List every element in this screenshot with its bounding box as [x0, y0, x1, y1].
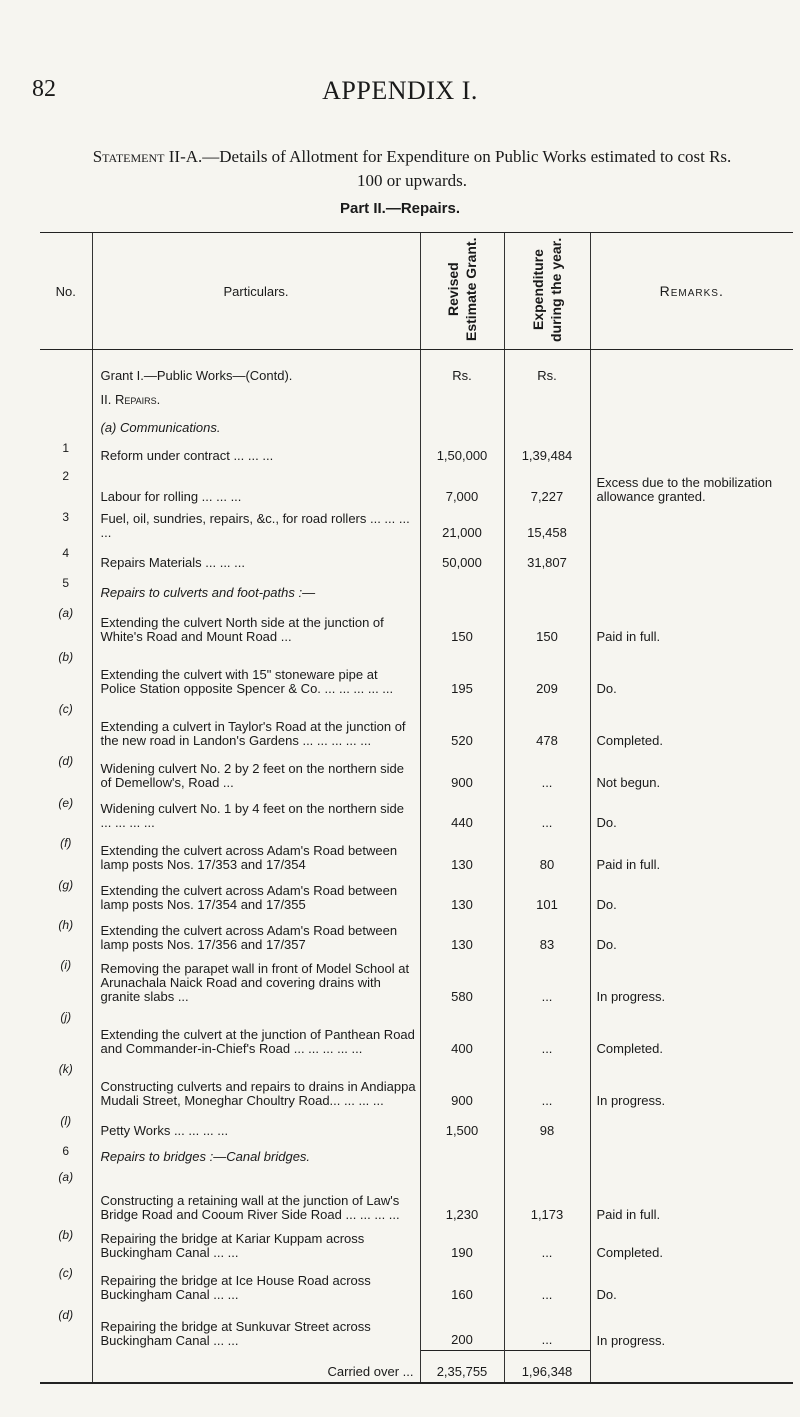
row-particulars: Removing the parapet wall in front of Model School at Arunachala Naick Road and covering drains with granite slabs ...: [92, 955, 420, 1007]
col-header-revised: Revised Estimate Grant.: [420, 233, 504, 350]
table-row: [40, 647, 793, 699]
row-number: (f): [60, 835, 72, 850]
allotment-table: [40, 232, 793, 1384]
row-revised-grant: 400: [420, 1007, 504, 1059]
statement-label: Statement: [92, 147, 165, 166]
row-remarks: Completed.: [590, 699, 793, 751]
table-row: [40, 573, 793, 603]
table-header-row: [40, 233, 793, 350]
row-revised-grant: 195: [420, 647, 504, 699]
row-number: (d): [58, 1307, 74, 1322]
total-revised-grant: 2,35,755: [420, 1351, 504, 1383]
table-row: [40, 1225, 793, 1263]
row-remarks: [590, 1111, 793, 1141]
row-remarks: Do.: [590, 915, 793, 955]
row-particulars: Constructing a retaining wall at the junction of Law's Bridge Road and Cooum River Side Road ... ... ... ...: [92, 1167, 420, 1225]
row-remarks: In progress.: [590, 1059, 793, 1111]
row-number: (b): [58, 1227, 74, 1242]
row-particulars: Fuel, oil, sundries, repairs, &c., for road rollers ... ... ... ...: [92, 507, 420, 543]
row-expenditure: 150: [504, 603, 590, 647]
row-revised-grant: 130: [420, 915, 504, 955]
row-expenditure: ...: [504, 1225, 590, 1263]
row-number: (b): [58, 649, 74, 664]
row-remarks: Paid in full.: [590, 1167, 793, 1225]
row-particulars: Petty Works ... ... ... ...: [92, 1111, 420, 1141]
row-particulars: Repairing the bridge at Sunkuvar Street across Buckingham Canal ... ...: [92, 1305, 420, 1351]
row-expenditure: 478: [504, 699, 590, 751]
col-header-remarks: Remarks.: [590, 233, 793, 350]
row-particulars: Repairs Materials ... ... ...: [92, 543, 420, 573]
row-particulars: Grant I.—Public Works—(Contd).: [92, 350, 420, 386]
table-row: [40, 603, 793, 647]
row-expenditure: 1,173: [504, 1167, 590, 1225]
row-revised-grant: 21,000: [420, 507, 504, 543]
row-expenditure: 209: [504, 647, 590, 699]
row-particulars: Extending the culvert at the junction of Panthean Road and Commander-in-Chief's Road ... ... ... ... ...: [92, 1007, 420, 1059]
row-remarks: Do.: [590, 1263, 793, 1305]
appendix-title: APPENDIX I.: [322, 76, 478, 105]
table-row: [40, 1167, 793, 1225]
table-row: [40, 386, 793, 410]
row-number: 5: [62, 575, 70, 590]
row-expenditure: [504, 410, 590, 438]
table-row: [40, 507, 793, 543]
row-number: (c): [58, 1265, 73, 1280]
row-particulars: Extending the culvert across Adam's Road between lamp posts Nos. 17/356 and 17/357: [92, 915, 420, 955]
row-expenditure: ...: [504, 793, 590, 833]
row-expenditure: [504, 386, 590, 410]
row-expenditure: 98: [504, 1111, 590, 1141]
row-revised-grant: 160: [420, 1263, 504, 1305]
row-particulars: Extending the culvert with 15" stoneware pipe at Police Station opposite Spencer & Co. ... ... ... ... ...: [92, 647, 420, 699]
col-header-particulars: Particulars.: [92, 233, 420, 350]
row-particulars: Repairing the bridge at Kariar Kuppam across Buckingham Canal ... ...: [92, 1225, 420, 1263]
row-number: (c): [58, 701, 73, 716]
table-row: [40, 466, 793, 507]
row-expenditure: [504, 1141, 590, 1167]
row-expenditure: Rs.: [504, 350, 590, 386]
row-revised-grant: 150: [420, 603, 504, 647]
table-row: [40, 438, 793, 466]
page-header: [0, 76, 800, 116]
statement-text: II-A.—Details of Allotment for Expenditure on Public Works estimated to cost Rs. 100 or upwards.: [168, 147, 732, 190]
row-expenditure: 101: [504, 875, 590, 915]
row-remarks: [590, 1141, 793, 1167]
row-remarks: In progress.: [590, 955, 793, 1007]
row-revised-grant: 580: [420, 955, 504, 1007]
total-remarks-spacer: [590, 1351, 793, 1383]
total-label: Carried over ...: [92, 1351, 420, 1383]
row-revised-grant: [420, 410, 504, 438]
col-header-expenditure: Expenditure during the year.: [504, 233, 590, 350]
row-number: 1: [62, 440, 70, 455]
row-revised-grant: 1,50,000: [420, 438, 504, 466]
row-revised-grant: 50,000: [420, 543, 504, 573]
row-remarks: [590, 386, 793, 410]
table-row: [40, 543, 793, 573]
row-revised-grant: 520: [420, 699, 504, 751]
row-number: (i): [60, 957, 72, 972]
row-revised-grant: 1,500: [420, 1111, 504, 1141]
table-row: [40, 1111, 793, 1141]
table-row: [40, 1141, 793, 1167]
row-remarks: Do.: [590, 875, 793, 915]
row-particulars: Extending the culvert across Adam's Road between lamp posts Nos. 17/353 and 17/354: [92, 833, 420, 875]
table-row: [40, 915, 793, 955]
table-row: [40, 793, 793, 833]
row-revised-grant: 190: [420, 1225, 504, 1263]
row-expenditure: ...: [504, 1305, 590, 1351]
statement-heading: [92, 145, 732, 193]
row-remarks: [590, 543, 793, 573]
row-expenditure: 31,807: [504, 543, 590, 573]
row-revised-grant: 440: [420, 793, 504, 833]
row-revised-grant: 1,230: [420, 1167, 504, 1225]
row-number: [40, 410, 92, 438]
row-number: (a): [58, 605, 74, 620]
row-revised-grant: 900: [420, 1059, 504, 1111]
row-number: [40, 386, 92, 410]
table-row: [40, 833, 793, 875]
row-remarks: Do.: [590, 793, 793, 833]
row-remarks: [590, 507, 793, 543]
row-particulars: Widening culvert No. 1 by 4 feet on the northern side ... ... ... ...: [92, 793, 420, 833]
row-remarks: Excess due to the mobilization allowance granted.: [590, 466, 793, 507]
row-number: (a): [58, 1169, 74, 1184]
row-number: (h): [58, 917, 74, 932]
row-number: 4: [62, 545, 70, 560]
row-revised-grant: Rs.: [420, 350, 504, 386]
table-row: [40, 875, 793, 915]
row-particulars: Extending the culvert across Adam's Road between lamp posts Nos. 17/354 and 17/355: [92, 875, 420, 915]
table-row: [40, 751, 793, 793]
row-revised-grant: 130: [420, 833, 504, 875]
row-expenditure: ...: [504, 955, 590, 1007]
row-revised-grant: 7,000: [420, 466, 504, 507]
table-row: [40, 1059, 793, 1111]
row-expenditure: ...: [504, 1007, 590, 1059]
row-remarks: Completed.: [590, 1007, 793, 1059]
row-number: 2: [62, 468, 70, 483]
total-expenditure: 1,96,348: [504, 1351, 590, 1383]
table-row: [40, 955, 793, 1007]
row-number: (k): [58, 1061, 73, 1076]
row-number: [40, 350, 92, 386]
row-particulars: Widening culvert No. 2 by 2 feet on the northern side of Demellow's, Road ...: [92, 751, 420, 793]
row-number: 6: [62, 1143, 70, 1158]
row-number: (j): [60, 1009, 72, 1024]
row-expenditure: ...: [504, 1059, 590, 1111]
row-expenditure: 1,39,484: [504, 438, 590, 466]
row-particulars: Reform under contract ... ... ...: [92, 438, 420, 466]
row-expenditure: [504, 573, 590, 603]
total-spacer: [40, 1351, 92, 1383]
table-row: [40, 1305, 793, 1351]
row-particulars: Repairing the bridge at Ice House Road across Buckingham Canal ... ...: [92, 1263, 420, 1305]
row-particulars: II. Repairs.: [92, 386, 420, 410]
row-expenditure: ...: [504, 1263, 590, 1305]
table-row: [40, 410, 793, 438]
row-revised-grant: [420, 573, 504, 603]
part-title: Part II.—Repairs.: [339, 200, 461, 217]
row-remarks: [590, 410, 793, 438]
row-remarks: Do.: [590, 647, 793, 699]
row-remarks: Not begun.: [590, 751, 793, 793]
row-expenditure: 80: [504, 833, 590, 875]
table-row: [40, 699, 793, 751]
row-number: (d): [58, 753, 74, 768]
row-remarks: [590, 573, 793, 603]
row-number: (g): [58, 877, 74, 892]
col-header-no: No.: [40, 233, 92, 350]
row-revised-grant: 900: [420, 751, 504, 793]
row-particulars: Extending the culvert North side at the junction of White's Road and Mount Road ...: [92, 603, 420, 647]
row-number: (e): [58, 795, 74, 810]
table-row: [40, 350, 793, 386]
table-row: [40, 1263, 793, 1305]
row-expenditure: 83: [504, 915, 590, 955]
row-particulars: (a) Communications.: [92, 410, 420, 438]
row-remarks: [590, 438, 793, 466]
row-revised-grant: [420, 1141, 504, 1167]
row-expenditure: 15,458: [504, 507, 590, 543]
row-remarks: Completed.: [590, 1225, 793, 1263]
row-revised-grant: 200: [420, 1305, 504, 1351]
row-remarks: Paid in full.: [590, 603, 793, 647]
row-particulars: Repairs to culverts and foot-paths :—: [92, 573, 420, 603]
row-number: 3: [62, 509, 70, 524]
page-number: 82: [32, 76, 56, 102]
row-particulars: Constructing culverts and repairs to drains in Andiappa Mudali Street, Moneghar Choultry Road... ... ... ...: [92, 1059, 420, 1111]
row-expenditure: ...: [504, 751, 590, 793]
row-particulars: Extending a culvert in Taylor's Road at the junction of the new road in Landon's Gardens ... ... ... ... ...: [92, 699, 420, 751]
row-remarks: In progress.: [590, 1305, 793, 1351]
table-row: [40, 1007, 793, 1059]
row-expenditure: 7,227: [504, 466, 590, 507]
row-number: (l): [60, 1113, 72, 1128]
row-particulars: Repairs to bridges :—Canal bridges.: [92, 1141, 420, 1167]
row-particulars: Labour for rolling ... ... ...: [92, 466, 420, 507]
row-revised-grant: 130: [420, 875, 504, 915]
row-remarks: [590, 350, 793, 386]
table-total-row: [40, 1351, 793, 1383]
row-revised-grant: [420, 386, 504, 410]
row-remarks: Paid in full.: [590, 833, 793, 875]
